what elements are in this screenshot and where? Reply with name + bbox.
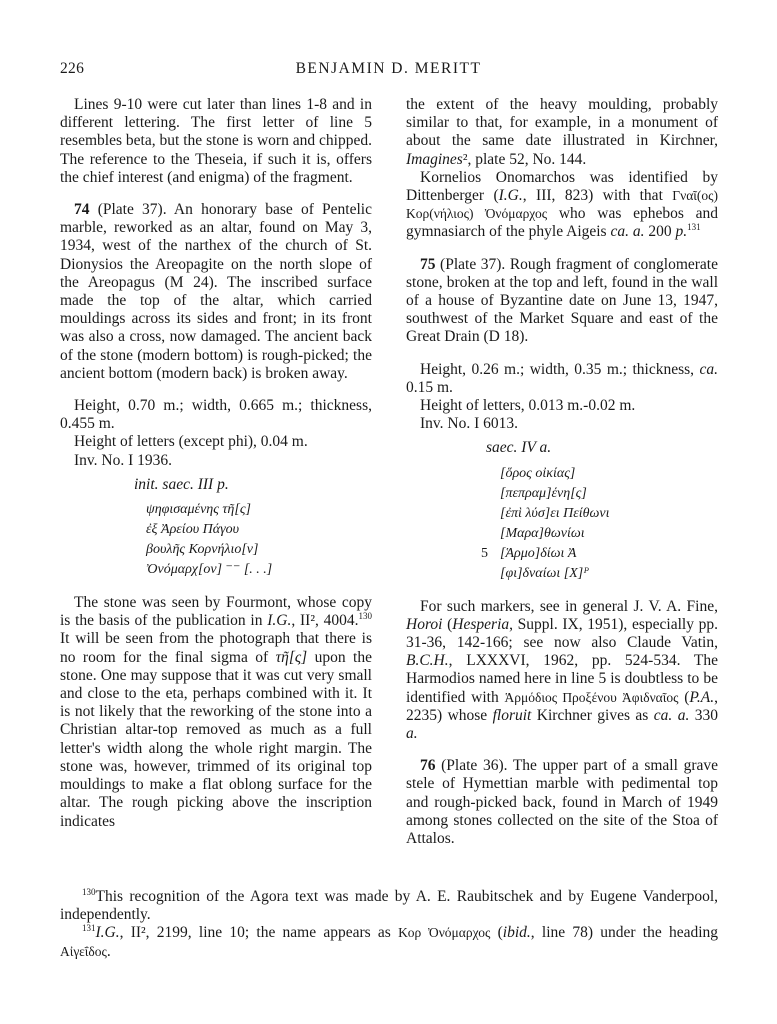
measurement-letter-height: Height of letters (except phi), 0.04 m. <box>74 433 308 451</box>
inscription-text-75 <box>406 464 718 584</box>
inventory-number: Inv. No. I 6013. <box>420 415 519 433</box>
line-number <box>406 564 500 584</box>
text-run: I.G. <box>498 187 523 205</box>
text-run: , LXXXVI, 1962, pp. 524-534. The Harmodios named here in line 5 is doubtless to be identified with <box>406 652 718 706</box>
entry-75-text: (Plate 37). Rough fragment of conglomerate stone, broken at the top and left, found in the wall of a house of Byzantine date on June 13, 1947, southwest of the Market Square and east of the Great Drain (D 18). <box>406 255 718 346</box>
text-run: , II², 2199, line 10; the name appears as <box>119 924 399 942</box>
text-run: Horoi <box>406 615 443 633</box>
inscription-line: βουλῆς Κορνήλιο[ν] <box>146 542 259 558</box>
text-run: ( <box>490 924 503 942</box>
footnote-ref-131[interactable]: 131 <box>687 222 701 233</box>
text-run: ca. <box>699 360 718 378</box>
line-number <box>406 464 500 484</box>
paragraph-lines-9-10: Lines 9-10 were cut later than lines 1-8 and in different lettering. The first letter of line 5 resembles beta, but the stone is worn and chipped. The reference to the Theseia, if such it is, offers the chief interest (and enigma) of the fragment. <box>60 96 372 186</box>
line-number: 5 <box>481 545 488 561</box>
text-run: , II², 4004. <box>291 612 359 630</box>
inscription-line <box>406 564 718 584</box>
inscription-date: init. saec. III p. <box>134 475 229 493</box>
text-run: It will be seen from the photograph that there is no room for the final sigma of <box>60 630 372 666</box>
entry-76 <box>406 757 718 848</box>
entry-74 <box>60 201 372 383</box>
text-run: who was ephebos and gymnasiarch of the phyle Aigeis <box>406 205 718 241</box>
inscription-line <box>406 504 718 524</box>
greek-run: Γναῖ(ος) Κορ(νήλιος) Ὀνόμαρχος <box>406 188 718 222</box>
entry-number-76: 76 <box>420 757 436 775</box>
text-run: P.A. <box>689 688 715 706</box>
text-run: p. <box>675 223 688 241</box>
text-run: . <box>106 942 111 960</box>
line-number <box>406 524 500 544</box>
text-run: For such markers, see in general J. V. A. Fine, <box>420 597 718 615</box>
footnote-131 <box>60 924 718 960</box>
right-column <box>406 96 718 848</box>
line-text: [ἐπὶ λύσ]ει Πείθωνι <box>500 505 610 521</box>
running-title: BENJAMIN D. MERITT <box>295 60 482 77</box>
text-run: , line 78) under the heading <box>530 924 719 942</box>
text-run: 330 <box>689 706 718 724</box>
text-run: ca. a. <box>653 706 690 724</box>
entry-74-text: (Plate 37). An honorary base of Pentelic marble, reworked as an altar, found on May 3, 1934, west of the narthex of the church of St. Dionysios the Areopagite on the north slope of the Areopagus (M 24). The inscribed surface made the top of the altar, which carried mouldings across its sides and front; in its front was also a cross, now damaged. The ancient back of the stone (modern bottom) is rough-picked; the ancient bottom (modern back) is broken away. <box>60 201 372 382</box>
text-run: Kirchner gives as <box>531 706 654 724</box>
line-text: [Μαρα]θωνίωι <box>500 525 585 541</box>
text-run: ², plate 52, No. 144. <box>462 150 587 168</box>
inscription-line <box>406 524 718 544</box>
entry-number-75: 75 <box>420 255 436 273</box>
text-run: , Suppl. IX, 1951), especially pp. 31-36, 142-166; see now also Claude Vatin, <box>406 615 718 652</box>
entry-number-74: 74 <box>74 201 90 219</box>
entry-75 <box>406 256 718 347</box>
text-run: ( <box>442 615 453 633</box>
inscription-date: saec. IV a. <box>486 439 552 457</box>
entry-76-text: (Plate 36). The upper part of a small grave stele of Hymettian marble with pedimental top and rough-picked back, found in March of 1949 among stones collected on the site of the Stoa of Attalos. <box>406 757 718 848</box>
measurement-dimensions: Height, 0.70 m.; width, 0.665 m.; thickness, 0.455 m. <box>60 397 372 433</box>
text-run: Height, 0.26 m.; width, 0.35 m.; thickness, <box>420 360 700 378</box>
inscription-line: Ὀνόμαρχ[ον] ⁻⁻ [. . .] <box>146 562 273 578</box>
inscription-line <box>406 484 718 504</box>
greek-run: Αἰγεΐδος <box>60 943 107 959</box>
text-run: ibid. <box>502 924 531 942</box>
text-run: 200 <box>644 223 676 241</box>
line-text: [ὅρος οἰκίας] <box>500 465 576 481</box>
text-run: I.G. <box>95 924 120 942</box>
footnote-ref-130[interactable]: 130 <box>358 611 372 622</box>
text-run: I.G. <box>267 612 292 630</box>
greek-run: τῆ[ς] <box>275 648 308 666</box>
text-run: , 2235) whose <box>406 688 718 724</box>
greek-run: Κορ Ὀνόμαρχος <box>398 925 491 941</box>
footnote-130 <box>60 888 718 924</box>
inscription-text-74 <box>146 500 372 580</box>
measurement-dimensions <box>406 361 718 397</box>
inscription-line <box>406 544 718 564</box>
measurement-letter-height: Height of letters, 0.013 m.-0.02 m. <box>420 397 636 415</box>
inscription-line: ἐξ Ἀρείου Πάγου <box>146 522 240 538</box>
footnote-marker: 131 <box>82 923 96 934</box>
line-text: [φι]δναίωι [Χ]ᴾ <box>500 565 589 581</box>
paragraph-kornelios <box>406 169 718 242</box>
text-run: 0.15 m. <box>406 378 453 396</box>
text-run: B.C.H. <box>406 652 449 670</box>
text-run: the extent of the heavy moulding, probably similar to that, for example, in a monument of about the same date illustrated in Kirchner, <box>406 96 718 150</box>
text-run: Hesperia <box>452 615 510 633</box>
text-run: ca. a. <box>610 223 645 241</box>
text-run: a. <box>406 725 418 743</box>
text-run: , III, 823) with that <box>522 187 673 205</box>
inscription-line: ψηφισαμένης τῆ[ς] <box>146 502 251 518</box>
page-number: 226 <box>60 60 85 77</box>
footnote-marker: 130 <box>82 886 96 897</box>
paragraph-markers <box>406 598 718 744</box>
text-run: floruit <box>492 706 532 724</box>
footnotes <box>60 888 718 961</box>
inventory-number: Inv. No. I 1936. <box>74 451 173 469</box>
paragraph-fourmont <box>60 594 372 831</box>
greek-run: Ἁρμόδιος Προξένου Ἀφιδναῖος <box>504 689 679 705</box>
paragraph-moulding <box>406 96 718 169</box>
line-text: [πεπραμ]ένη[ς] <box>500 485 587 501</box>
inscription-line <box>406 464 718 484</box>
footnote-text: This recognition of the Agora text was made by A. E. Raubitschek and by Eugene Vanderpool, independently. <box>60 888 718 924</box>
text-run: ( <box>678 688 690 706</box>
left-column <box>60 96 372 831</box>
line-number <box>406 484 500 504</box>
text-run: The stone was seen by Fourmont, whose copy is the basis of the publication in <box>60 594 372 630</box>
line-text: [Ἁρμο]δίωι Ἀ <box>500 545 577 561</box>
text-run: Imagines <box>406 150 463 168</box>
text-run: upon the stone. One may suppose that it was cut very small and close to the eta, perhaps combined with it. It is not likely that the reworking of the stone into a Christian altar-top removed as much as a full letter's width along the whole right margin. The stone was, however, trimmed of its original top mouldings to make a flat oblong surface for the altar. The rough picking above the inscription indicates <box>60 648 372 830</box>
text-run: Kornelios Onomarchos was identified by Dittenberger ( <box>406 168 718 205</box>
line-number <box>406 504 500 524</box>
